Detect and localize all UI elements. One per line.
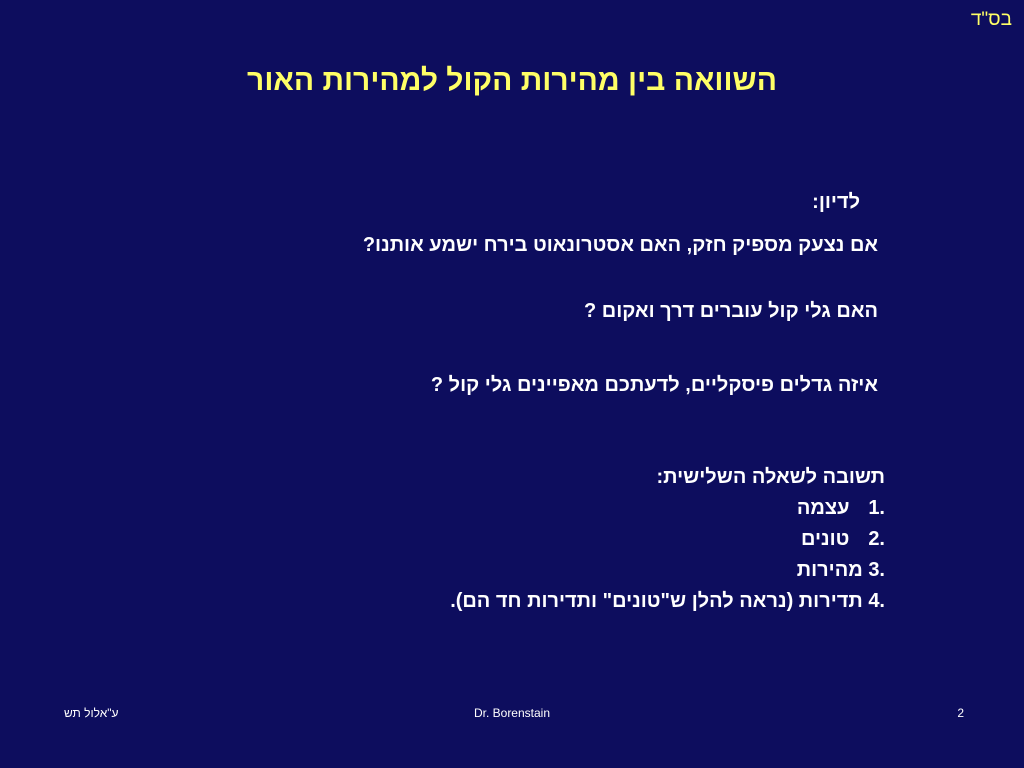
answer-block bbox=[450, 462, 885, 617]
answer-item-text: טונים bbox=[800, 528, 850, 550]
answer-item-number: 1. bbox=[868, 497, 885, 519]
answer-item-number: 4. bbox=[868, 590, 885, 612]
footer-author: Dr. Borenstain bbox=[473, 706, 551, 720]
answer-item-text: מהירות bbox=[796, 559, 863, 581]
answer-item-number: 3. bbox=[868, 559, 885, 581]
discussion-question-3: איזה גדלים פיסקליים, לדעתכם מאפיינים גלי קול ? bbox=[430, 374, 878, 396]
discussion-question-2: האם גלי קול עוברים דרך ואקום ? bbox=[584, 300, 878, 322]
slide-title: השוואה בין מהירות הקול למהירות האור bbox=[247, 64, 777, 97]
answer-item bbox=[450, 586, 885, 617]
discussion-heading: לדיון: bbox=[812, 191, 860, 213]
discussion-question-1: אם נצעק מספיק חזק, האם אסטרונאוט בירח ישמע אותנו? bbox=[362, 234, 878, 256]
answer-item bbox=[450, 555, 885, 586]
answer-heading: תשובה לשאלה השלישית: bbox=[656, 466, 885, 488]
answer-item-text: עצמה bbox=[796, 497, 850, 519]
page-number: 2 bbox=[957, 706, 964, 720]
answer-item bbox=[450, 493, 885, 524]
answer-item-text: תדירות (נראה להלן ש"טונים" ותדירות חד הם). bbox=[450, 590, 863, 612]
corner-mark: בס"ד bbox=[970, 9, 1012, 30]
answer-item bbox=[450, 524, 885, 555]
footer-date: ע"אלול תש bbox=[64, 706, 119, 720]
answer-item-number: 2. bbox=[868, 528, 885, 550]
